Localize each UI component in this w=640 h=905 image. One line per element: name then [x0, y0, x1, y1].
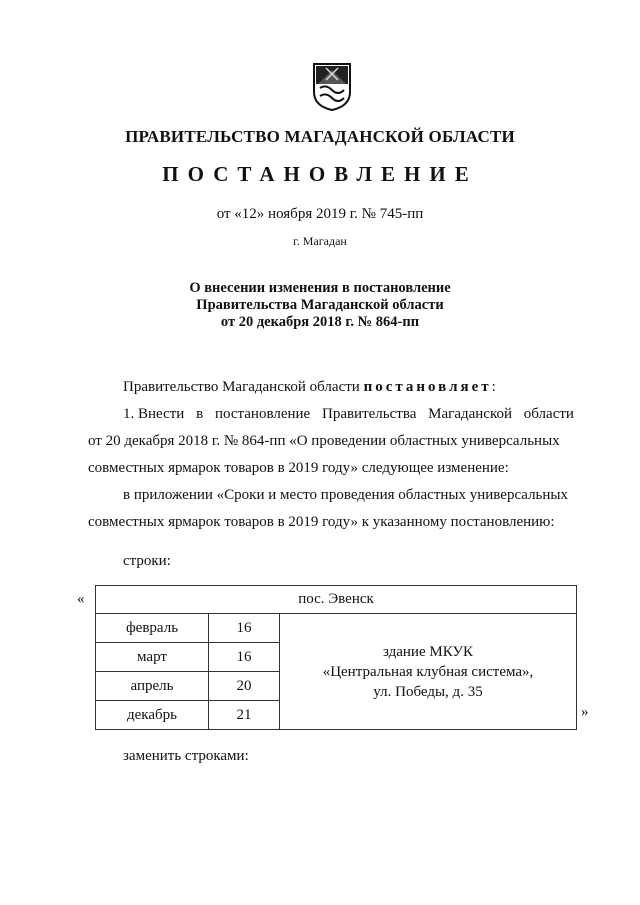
- venue-cell: [280, 614, 577, 730]
- word: постановление: [214, 406, 311, 422]
- resolves-word: постановляет: [363, 379, 492, 395]
- paragraph-2: [88, 482, 574, 536]
- subject-line: О внесении изменения в постановление: [189, 280, 451, 296]
- month-cell: апрель: [96, 672, 209, 701]
- venue-line: здание МКУК: [382, 643, 474, 660]
- paragraph-line: совместных ярмарок товаров в 2019 году» к указанному постановлению:: [88, 514, 555, 530]
- paragraph-line: совместных ярмарок товаров в 2019 году» следующее изменение:: [88, 460, 509, 476]
- month-cell: февраль: [96, 614, 209, 643]
- city-label: г. Магадан: [293, 234, 347, 248]
- word: 1. Внести: [123, 406, 185, 422]
- document-type: ПОСТАНОВЛЕНИЕ: [162, 162, 478, 186]
- resolution-intro: [123, 374, 609, 401]
- day-cell: 16: [209, 614, 280, 643]
- day-cell: 21: [209, 701, 280, 730]
- organization-title: ПРАВИТЕЛЬСТВО МАГАДАНСКОЙ ОБЛАСТИ: [125, 127, 515, 146]
- word: Магаданской: [428, 406, 513, 422]
- date-number-line: от «12» ноября 2019 г. № 745-пп: [216, 206, 424, 222]
- day-cell: 20: [209, 672, 280, 701]
- paragraph-line: [88, 401, 574, 428]
- replace-label: заменить строками:: [123, 748, 249, 764]
- coat-of-arms-icon: [312, 62, 352, 112]
- closing-quote: »: [581, 704, 589, 720]
- subject-line: от 20 декабря 2018 г. № 864-пп: [220, 314, 420, 330]
- opening-quote: «: [77, 591, 85, 607]
- paragraph-line: в приложении «Сроки и место проведения областных универсальных: [123, 487, 569, 503]
- document-subject: [120, 280, 520, 331]
- intro-colon: :: [491, 379, 496, 395]
- rows-label: строки:: [123, 553, 171, 569]
- intro-text: Правительство Магаданской области: [123, 379, 364, 395]
- table-row: [96, 586, 577, 614]
- word: в: [196, 406, 204, 422]
- venue-line: ул. Победы, д. 35: [373, 683, 483, 700]
- fair-schedule-table: [95, 585, 577, 730]
- location-cell: пос. Эвенск: [96, 586, 577, 614]
- word: области: [523, 406, 574, 422]
- paragraph-1: [88, 401, 574, 482]
- paragraph-line: от 20 декабря 2018 г. № 864-пп «О проведении областных универсальных: [88, 433, 560, 449]
- subject-line: Правительства Магаданской области: [196, 297, 444, 313]
- month-cell: декабрь: [96, 701, 209, 730]
- venue-line: «Центральная клубная система»,: [322, 663, 534, 680]
- day-cell: 16: [209, 643, 280, 672]
- word: Правительства: [321, 406, 417, 422]
- month-cell: март: [96, 643, 209, 672]
- table-row: [96, 614, 577, 643]
